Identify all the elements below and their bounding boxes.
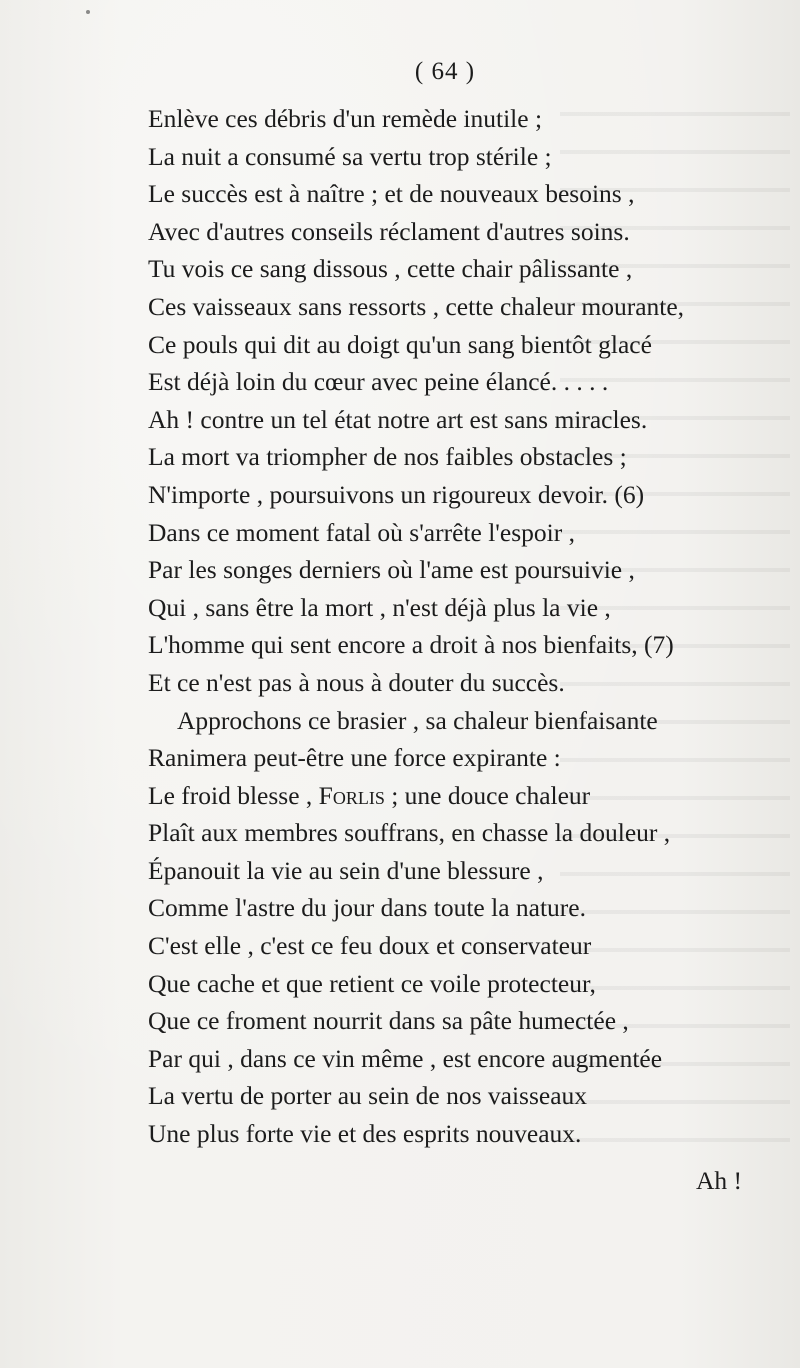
verse-line: Ah ! contre un tel état notre art est sans miracles.	[148, 404, 648, 434]
verse-line: Est déjà loin du cœur avec peine élancé. . . . .	[148, 367, 609, 397]
verse-text	[148, 100, 778, 1153]
verse-line: Ces vaisseaux sans ressorts , cette chaleur mourante,	[148, 291, 685, 321]
verse-line: Ranimera peut-être une force expirante :	[148, 743, 561, 773]
verse-line: Par les songes derniers où l'ame est poursuivie ,	[148, 555, 635, 585]
verse-line: Ce pouls qui dit au doigt qu'un sang bientôt glacé	[148, 329, 652, 359]
verse-line: C'est elle , c'est ce feu doux et conservateur	[148, 931, 592, 961]
verse-line: Épanouit la vie au sein d'une blessure ,	[148, 855, 544, 885]
verse-line: Avec d'autres conseils réclament d'autres soins.	[148, 216, 630, 246]
verse-line: Que cache et que retient ce voile protecteur,	[148, 968, 596, 998]
verse-line: Comme l'astre du jour dans toute la nature.	[148, 893, 586, 923]
verse-line: L'homme qui sent encore a droit à nos bienfaits, (7)	[148, 630, 674, 660]
verse-line: Une plus forte vie et des esprits nouveaux.	[148, 1119, 582, 1149]
verse-line-segment: ; une douce chaleur	[384, 780, 591, 810]
verse-line: Le succès est à naître ; et de nouveaux besoins ,	[148, 179, 635, 209]
verse-line: Tu vois ce sang dissous , cette chair pâlissante ,	[148, 254, 633, 284]
character-name: Forlis	[318, 780, 385, 810]
verse-line: Par qui , dans ce vin même , est encore augmentée	[148, 1043, 663, 1073]
verse-line: N'importe , poursuivons un rigoureux devoir. (6)	[148, 479, 645, 509]
verse-line-segment: Le froid blesse ,	[148, 780, 319, 810]
verse-line: Approchons ce brasier , sa chaleur bienfaisante	[177, 705, 658, 735]
verse-line: Plaît aux membres souffrans, en chasse la douleur ,	[148, 818, 671, 848]
verse-line	[148, 777, 778, 815]
verse-line: Dans ce moment fatal où s'arrête l'espoir ,	[148, 517, 575, 547]
ink-speck	[86, 10, 90, 14]
catchword: Ah !	[695, 1166, 742, 1195]
verse-line: La nuit a consumé sa vertu trop stérile ;	[148, 141, 552, 171]
verse-line: La mort va triompher de nos faibles obstacles ;	[148, 442, 627, 472]
verse-line: Et ce n'est pas à nous à douter du succès.	[148, 667, 565, 697]
verse-line: Enlève ces débris d'un remède inutile ;	[148, 104, 543, 133]
verse-line: Qui , sans être la mort , n'est déjà plus la vie ,	[148, 592, 611, 622]
verse-line: Que ce froment nourrit dans sa pâte humectée ,	[148, 1006, 629, 1036]
page-number: ( 64 )	[414, 58, 476, 85]
verse-line: La vertu de porter au sein de nos vaisseaux	[148, 1081, 588, 1111]
